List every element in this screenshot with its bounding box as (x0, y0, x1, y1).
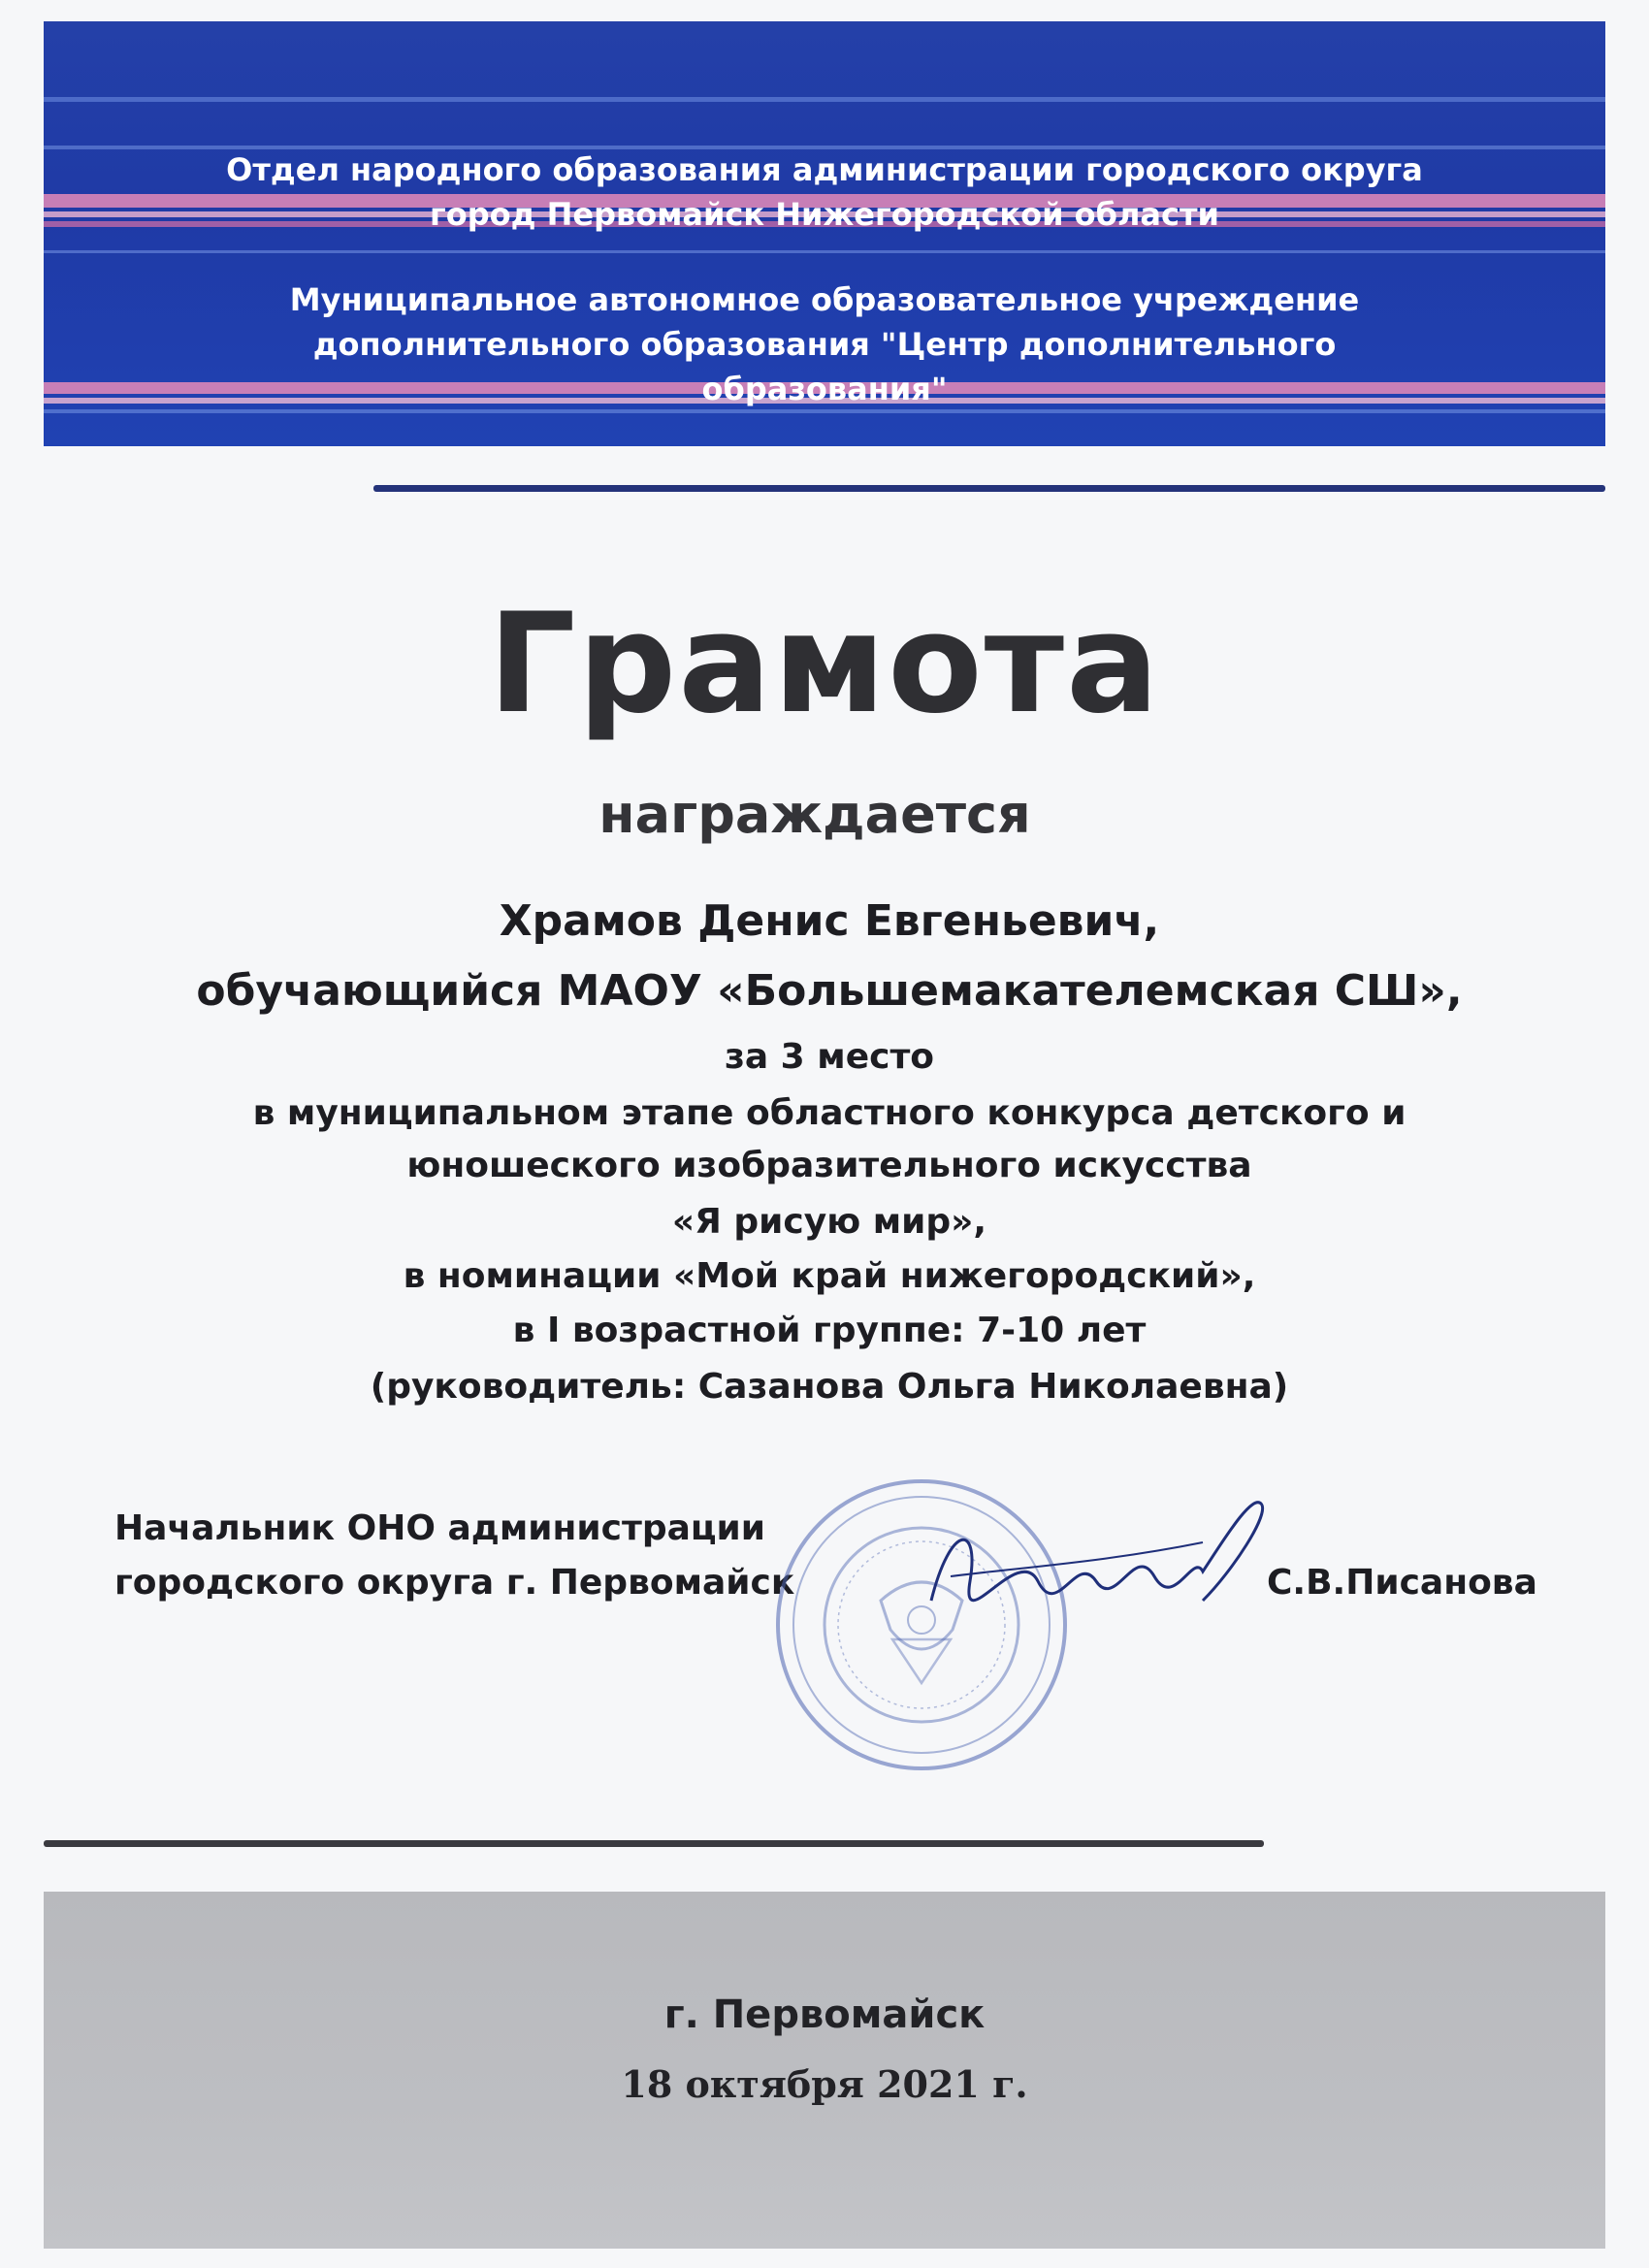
contest-name: «Я рисую мир», (671, 1202, 987, 1242)
footer-band (44, 1892, 1605, 2249)
recipient-school: обучающийся МАОУ «Большемакателемская СШ», (196, 966, 1463, 1016)
signatory-position-line-2: городского округа г. Первомайск (114, 1563, 795, 1603)
signatory-name: С.В.Писанова (1267, 1563, 1537, 1603)
header-line-1: Отдел народного образования администрации городского округа (226, 151, 1423, 188)
header-line-5: образования" (701, 371, 948, 407)
footer-date: 18 октября 2021 г. (621, 2062, 1028, 2106)
header-line-3: Муниципальное автономное образовательное учреждение (289, 281, 1360, 318)
supervisor: (руководитель: Сазанова Ольга Николаевна) (370, 1367, 1289, 1407)
top-divider (373, 485, 1605, 492)
signatory-position-line-1: Начальник ОНО администрации (114, 1508, 766, 1548)
age-group: в I возрастной группе: 7-10 лет (512, 1311, 1147, 1350)
header-band (44, 21, 1605, 446)
footer-city: г. Первомайск (663, 1993, 986, 2037)
award-place: за 3 место (724, 1037, 935, 1077)
bottom-divider (44, 1840, 1264, 1847)
header-institution (44, 277, 1605, 411)
awarded-label: награждается (598, 784, 1031, 845)
header-line-2: город Первомайск Нижегородской области (430, 196, 1219, 233)
header-line-4: дополнительного образования "Центр дополнительного (312, 326, 1337, 363)
recipient-name: Храмов Денис Евгеньевич, (499, 896, 1160, 946)
header-department (44, 147, 1605, 237)
handwritten-signature-icon (912, 1484, 1280, 1639)
nomination: в номинации «Мой край нижегородский», (403, 1256, 1256, 1296)
certificate-title: Грамота (488, 584, 1161, 744)
signatory-position (114, 1502, 794, 1610)
contest-line-2: юношеского изобразительного искусства (406, 1146, 1252, 1185)
contest-line-1: в муниципальном этапе областного конкурса детского и (252, 1093, 1406, 1133)
